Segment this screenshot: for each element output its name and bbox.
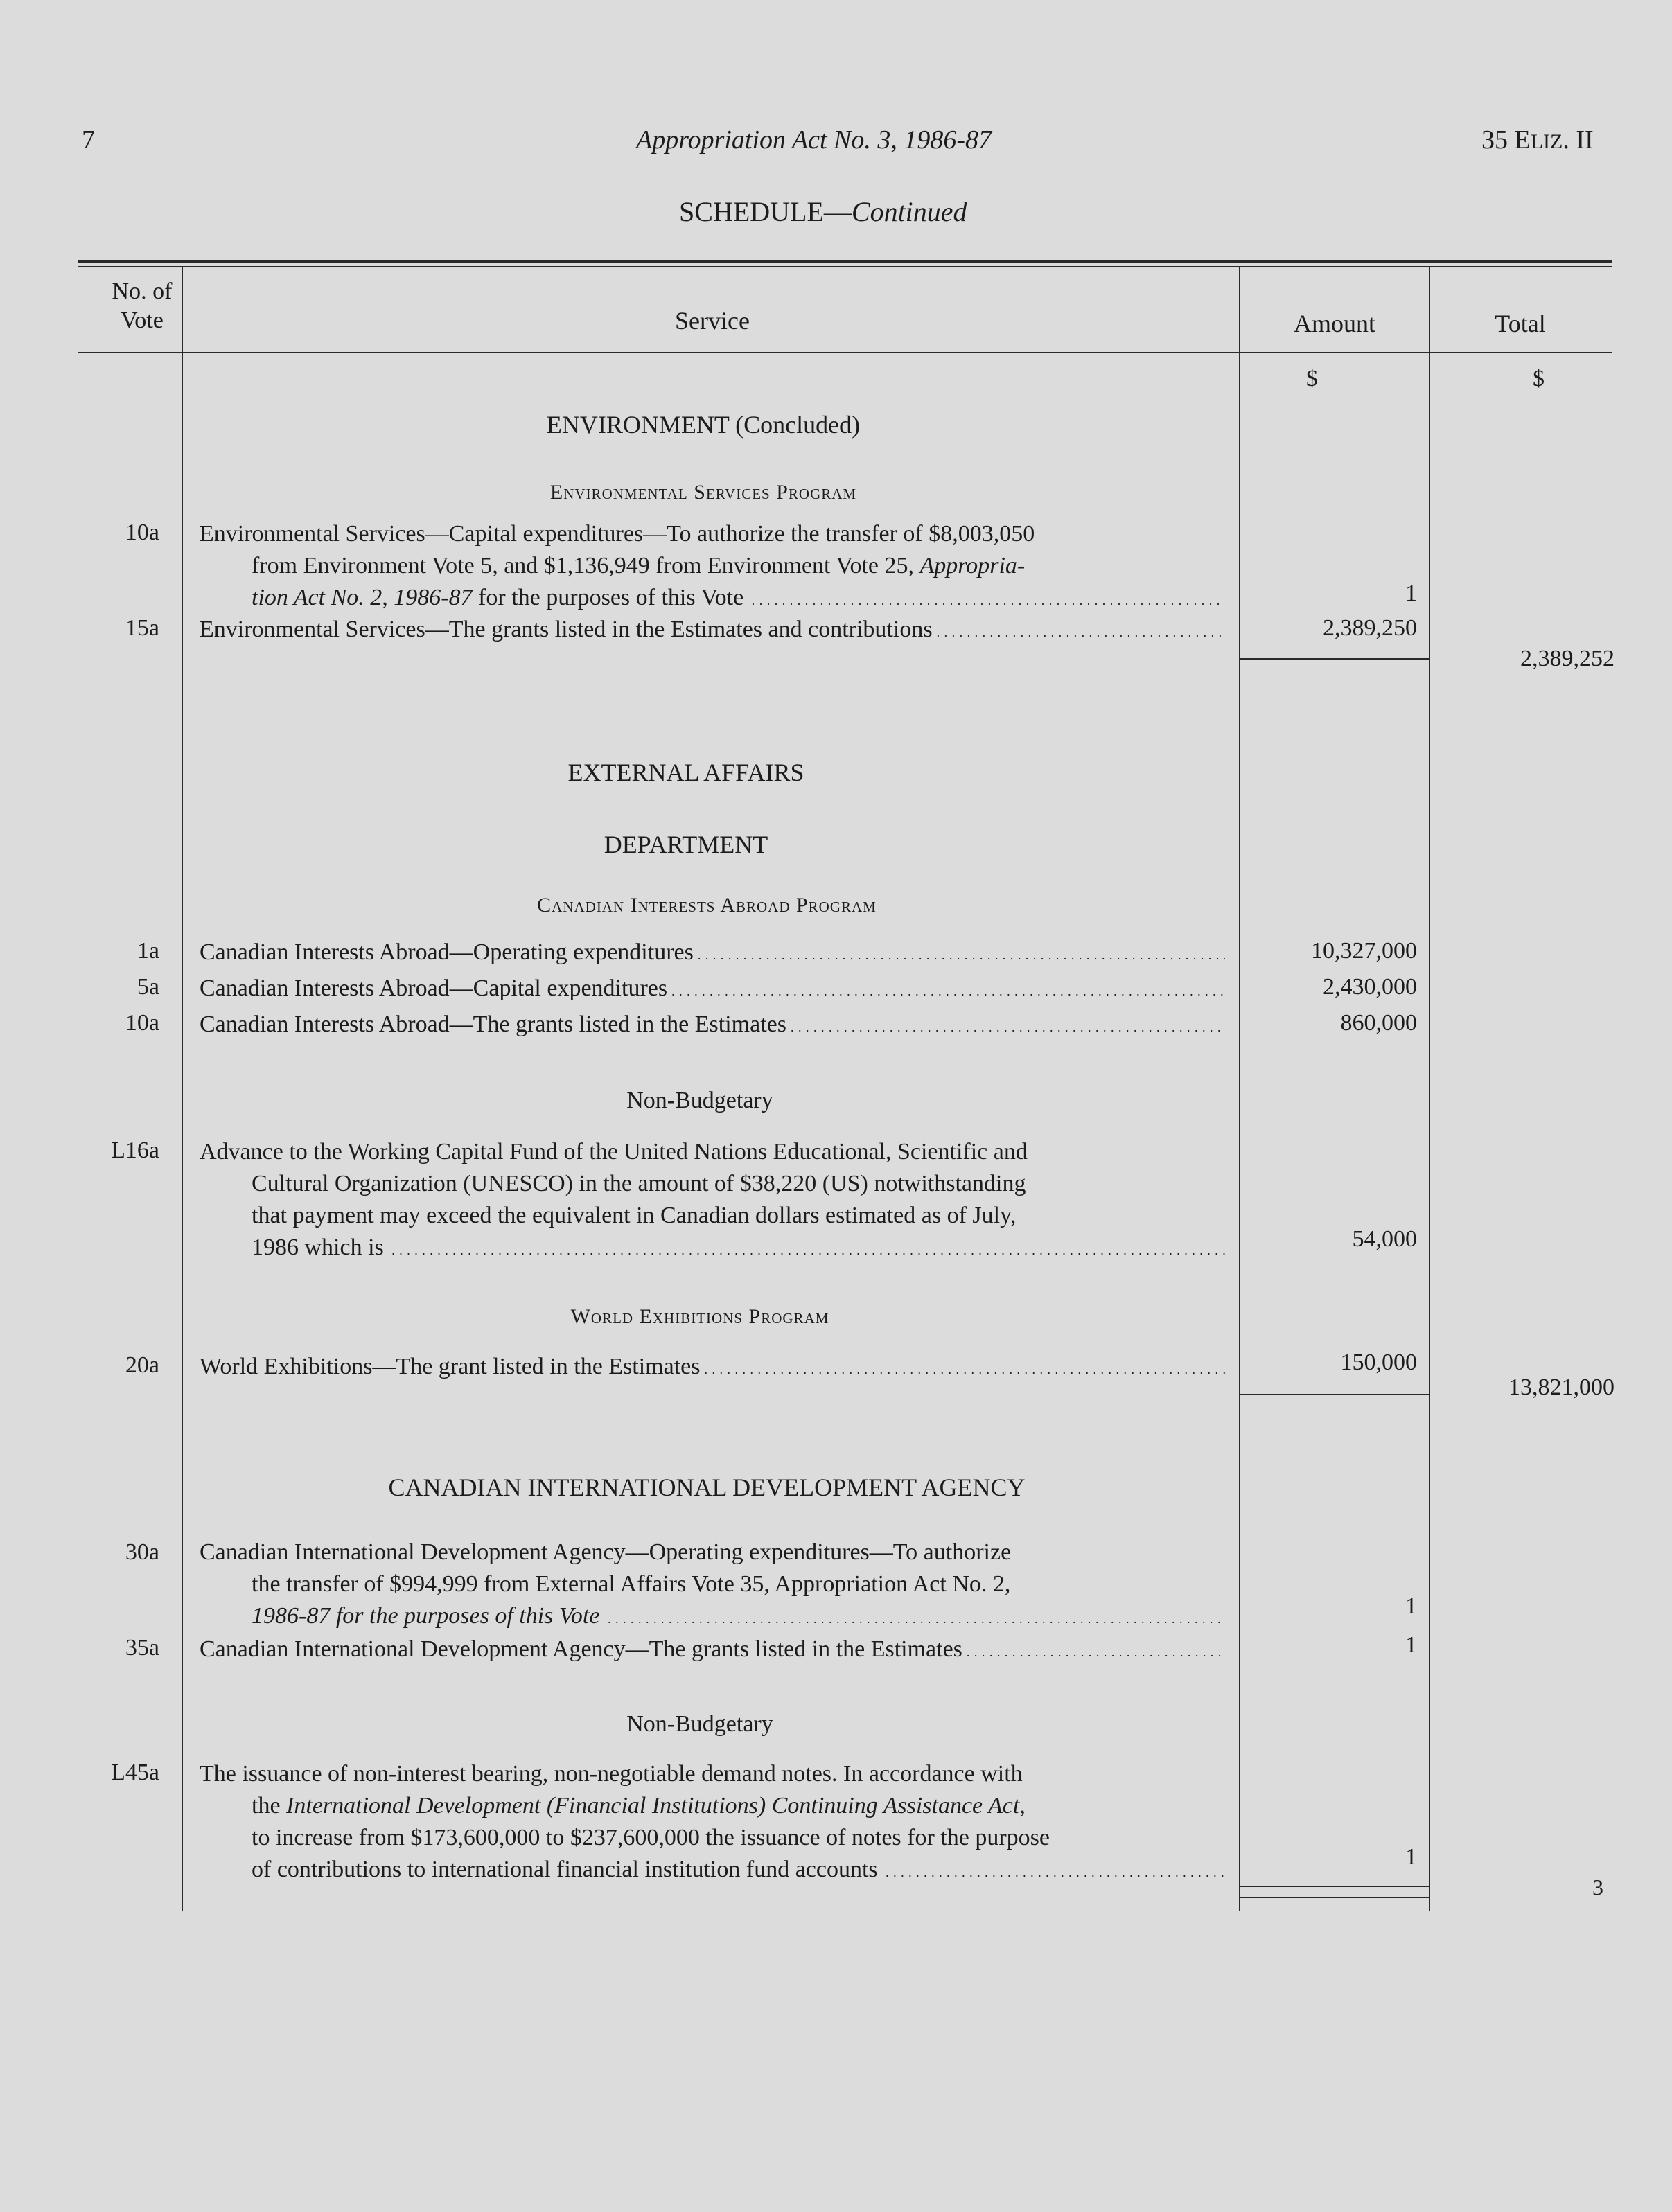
vote-number: 35a — [125, 1635, 159, 1661]
vote-column-divider — [182, 266, 183, 1911]
vote-number: 30a — [125, 1539, 159, 1565]
margin-note: 3 — [1592, 1875, 1603, 1900]
vote-column-header: No. of Vote — [112, 278, 173, 333]
vote-description: Environmental Services—Capital expenditures—To authorize the transfer of $8,003,050 from Environment Vote 5, and $1,136,949 from Environment Vote 25, Appropria- tion Act No. 2, 1986-87 for the purposes of this Vote . . . — [200, 518, 1225, 617]
amount-column-left-divider — [1239, 266, 1240, 1911]
regnal-year: 35 ELIZ. II — [1481, 125, 1594, 154]
program-title-world-exhibitions: World Exhibitions Program — [570, 1305, 829, 1328]
schedule-heading: SCHEDULE—Continued — [679, 196, 967, 227]
table-header-rule — [78, 352, 1612, 353]
total-unit: $ — [1533, 366, 1545, 391]
amount-column-right-divider — [1429, 266, 1430, 1911]
vote-amount: 1 — [1405, 1632, 1417, 1658]
vote-amount: 860,000 — [1340, 1010, 1417, 1036]
subtotal-rule — [1240, 658, 1429, 660]
vote-number: L16a — [111, 1138, 159, 1163]
vote-number: 15a — [125, 615, 159, 641]
vote-description: World Exhibitions—The grant listed in the Estimates . . . — [200, 1351, 1225, 1386]
amount-column-header: Amount — [1293, 310, 1375, 337]
amount-unit: $ — [1306, 366, 1318, 391]
vote-description: Canadian International Development Agency—Operating expenditures—To authorize the transfer of $994,999 from External Affairs Vote 35, Appropriation Act No. 2, 1986-87 for the purposes of this Vote . . . — [200, 1537, 1225, 1635]
vote-amount: 54,000 — [1352, 1226, 1417, 1252]
vote-amount: 150,000 — [1340, 1350, 1417, 1375]
non-budgetary-title: Non-Budgetary — [626, 1088, 773, 1113]
vote-amount: 1 — [1405, 1844, 1417, 1870]
section-title-cida: CANADIAN INTERNATIONAL DEVELOPMENT AGENCY — [388, 1474, 1026, 1501]
vote-number: L45a — [111, 1760, 159, 1785]
vote-description: Canadian Interests Abroad—Operating expenditures . . . — [200, 937, 1225, 971]
vote-amount: 2,430,000 — [1323, 974, 1417, 1000]
vote-number: 10a — [125, 1010, 159, 1036]
service-column-header: Service — [675, 307, 750, 335]
vote-amount: 2,389,250 — [1323, 615, 1417, 641]
vote-number: 5a — [137, 974, 159, 1000]
subtotal-rule — [1240, 1886, 1429, 1887]
vote-number: 1a — [137, 938, 159, 964]
section-subtitle-department: DEPARTMENT — [604, 831, 768, 858]
table-top-rule-1 — [78, 260, 1612, 263]
vote-amount: 1 — [1405, 1593, 1417, 1619]
section-title-external-affairs: EXTERNAL AFFAIRS — [567, 759, 804, 786]
section-total: 2,389,252 — [1520, 646, 1614, 671]
program-title-environmental-services: Environmental Services Program — [549, 481, 857, 504]
table-top-rule-2 — [78, 266, 1612, 267]
vote-number: 20a — [125, 1352, 159, 1378]
page-number: 7 — [82, 125, 95, 154]
vote-number: 10a — [125, 520, 159, 545]
subtotal-rule — [1240, 1394, 1429, 1395]
total-column-header: Total — [1495, 310, 1546, 337]
vote-description: The issuance of non-interest bearing, non-negotiable demand notes. In accordance with the International Development (Financial Institutions) Continuing Assistance Act, to increase from $173,600,000 to $237,600,000 the issuance of notes for the purpose of contributions to international financial institution fund accounts . . . — [200, 1758, 1225, 1888]
section-title-environment: ENVIRONMENT (Concluded) — [546, 411, 861, 439]
vote-description: Advance to the Working Capital Fund of the United Nations Educational, Scientific and Cultural Organization (UNESCO) in the amount of $38,220 (US) notwithstanding that payment may exceed the equivalent in Canadian dollars estimated as of July, 1986 which is . . . — [200, 1136, 1225, 1266]
program-title-canadian-interests-abroad: Canadian Interests Abroad Program — [537, 894, 877, 917]
table-bottom-edge — [1239, 1897, 1430, 1898]
vote-description: Canadian Interests Abroad—Capital expenditures . . . — [200, 973, 1225, 1007]
vote-description: Canadian Interests Abroad—The grants listed in the Estimates . . . — [200, 1009, 1225, 1043]
vote-amount: 1 — [1405, 581, 1417, 606]
vote-description: Canadian International Development Agency—The grants listed in the Estimates . . . — [200, 1634, 1225, 1668]
vote-description: Environmental Services—The grants listed in the Estimates and contributions . . . — [200, 614, 1225, 648]
vote-amount: 10,327,000 — [1311, 938, 1417, 964]
non-budgetary-title: Non-Budgetary — [626, 1711, 773, 1737]
section-total: 13,821,000 — [1508, 1374, 1614, 1400]
act-title: Appropriation Act No. 3, 1986-87 — [636, 125, 992, 154]
